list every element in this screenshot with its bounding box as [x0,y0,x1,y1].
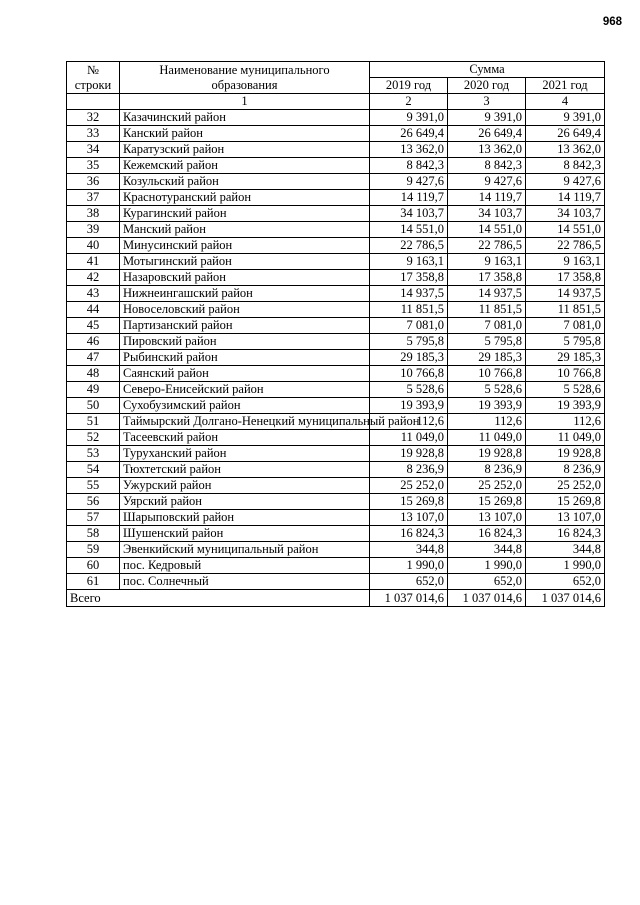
sum-2019: 344,8 [370,542,448,558]
sum-2021: 7 081,0 [526,318,605,334]
sum-2020: 10 766,8 [448,366,526,382]
sum-2019: 15 269,8 [370,494,448,510]
sum-2019: 14 551,0 [370,222,448,238]
sum-2021: 26 649,4 [526,126,605,142]
sum-2019: 34 103,7 [370,206,448,222]
sum-2019: 7 081,0 [370,318,448,334]
municipality-name: Партизанский район [120,318,370,334]
table-row [67,574,605,590]
table-row [67,446,605,462]
row-number: 39 [67,222,120,238]
municipality-name: пос. Солнечный [120,574,370,590]
row-number: 58 [67,526,120,542]
sum-2021: 344,8 [526,542,605,558]
header-year-2021: 2021 год [526,78,605,94]
sum-2020: 25 252,0 [448,478,526,494]
table-row [67,270,605,286]
table-row [67,430,605,446]
sum-2021: 13 362,0 [526,142,605,158]
total-row [67,590,605,607]
row-number: 56 [67,494,120,510]
municipality-name: Курагинский район [120,206,370,222]
table-row [67,190,605,206]
municipality-name: Северо-Енисейский район [120,382,370,398]
total-label: Всего [67,590,370,607]
sum-2020: 5 795,8 [448,334,526,350]
municipality-name: Нижнеингашский район [120,286,370,302]
municipality-name: Козульский район [120,174,370,190]
table-row [67,558,605,574]
table-row [67,286,605,302]
sum-2021: 19 928,8 [526,446,605,462]
row-number: 61 [67,574,120,590]
municipality-name: Пировский район [120,334,370,350]
row-number: 36 [67,174,120,190]
sum-2021: 16 824,3 [526,526,605,542]
sum-2020: 15 269,8 [448,494,526,510]
sum-2020: 29 185,3 [448,350,526,366]
sum-2021: 29 185,3 [526,350,605,366]
sum-2019: 5 795,8 [370,334,448,350]
sum-2021: 112,6 [526,414,605,430]
sum-2019: 19 393,9 [370,398,448,414]
sum-2021: 13 107,0 [526,510,605,526]
row-number: 38 [67,206,120,222]
header-municipality [120,62,370,94]
table-row [67,158,605,174]
row-number: 53 [67,446,120,462]
row-number: 54 [67,462,120,478]
row-number: 55 [67,478,120,494]
sum-2021: 14 119,7 [526,190,605,206]
sum-2021: 1 990,0 [526,558,605,574]
row-number: 42 [67,270,120,286]
sum-2019: 22 786,5 [370,238,448,254]
municipality-name: Тюхтетский район [120,462,370,478]
row-number: 52 [67,430,120,446]
sum-2020: 7 081,0 [448,318,526,334]
table-body [67,110,605,590]
total-2019: 1 037 014,6 [370,590,448,607]
table-row [67,318,605,334]
budget-table [66,61,605,607]
sum-2019: 10 766,8 [370,366,448,382]
table-row [67,494,605,510]
municipality-name: Эвенкийский муниципальный район [120,542,370,558]
sum-2021: 11 049,0 [526,430,605,446]
row-number: 40 [67,238,120,254]
municipality-name: Рыбинский район [120,350,370,366]
municipality-name: Саянский район [120,366,370,382]
sum-2021: 11 851,5 [526,302,605,318]
row-number: 49 [67,382,120,398]
row-number: 51 [67,414,120,430]
sum-2020: 344,8 [448,542,526,558]
table-row [67,398,605,414]
sum-2019: 16 824,3 [370,526,448,542]
municipality-name: Таймырский Долгано-Ненецкий муниципальный район [120,414,370,430]
sum-2021: 17 358,8 [526,270,605,286]
sum-2020: 11 049,0 [448,430,526,446]
sum-2019: 9 163,1 [370,254,448,270]
total-2021: 1 037 014,6 [526,590,605,607]
sum-2019: 9 427,6 [370,174,448,190]
column-index-empty [67,94,120,110]
municipality-name: Новоселовский район [120,302,370,318]
municipality-name: Манский район [120,222,370,238]
column-index: 3 [448,94,526,110]
sum-2020: 652,0 [448,574,526,590]
row-number: 57 [67,510,120,526]
table-row [67,542,605,558]
sum-2021: 19 393,9 [526,398,605,414]
header-row-number [67,62,120,94]
table-row [67,206,605,222]
table-row [67,174,605,190]
table-row [67,526,605,542]
row-number: 33 [67,126,120,142]
sum-2020: 14 937,5 [448,286,526,302]
municipality-name: Назаровский район [120,270,370,286]
row-number: 41 [67,254,120,270]
sum-2020: 8 842,3 [448,158,526,174]
table-row [67,110,605,126]
municipality-name: Кежемский район [120,158,370,174]
header-row-number-line1: № [87,62,99,77]
row-number: 35 [67,158,120,174]
sum-2019: 26 649,4 [370,126,448,142]
table-row [67,478,605,494]
municipality-name: Минусинский район [120,238,370,254]
table-row [67,238,605,254]
sum-2020: 13 107,0 [448,510,526,526]
sum-2019: 11 049,0 [370,430,448,446]
sum-2019: 5 528,6 [370,382,448,398]
column-index-row [67,94,605,110]
sum-2019: 652,0 [370,574,448,590]
municipality-name: Каратузский район [120,142,370,158]
sum-2020: 34 103,7 [448,206,526,222]
municipality-name: Мотыгинский район [120,254,370,270]
sum-2020: 14 119,7 [448,190,526,206]
sum-2021: 14 937,5 [526,286,605,302]
table-row [67,222,605,238]
sum-2019: 19 928,8 [370,446,448,462]
header-municipality-line2: образования [211,77,278,92]
sum-2021: 9 391,0 [526,110,605,126]
municipality-name: Шушенский район [120,526,370,542]
row-number: 47 [67,350,120,366]
sum-2019: 1 990,0 [370,558,448,574]
sum-2020: 9 427,6 [448,174,526,190]
sum-2019: 13 107,0 [370,510,448,526]
sum-2020: 17 358,8 [448,270,526,286]
header-municipality-line1: Наименование муниципального [159,62,330,77]
sum-2020: 16 824,3 [448,526,526,542]
table-header [67,62,605,110]
sum-2020: 26 649,4 [448,126,526,142]
municipality-name: Сухобузимский район [120,398,370,414]
municipality-name: пос. Кедровый [120,558,370,574]
row-number: 46 [67,334,120,350]
sum-2019: 8 236,9 [370,462,448,478]
column-index: 1 [120,94,370,110]
row-number: 37 [67,190,120,206]
sum-2021: 15 269,8 [526,494,605,510]
sum-2019: 13 362,0 [370,142,448,158]
municipality-name: Туруханский район [120,446,370,462]
sum-2019: 8 842,3 [370,158,448,174]
municipality-name: Шарыповский район [120,510,370,526]
table-row [67,126,605,142]
sum-2020: 8 236,9 [448,462,526,478]
sum-2021: 8 842,3 [526,158,605,174]
sum-2020: 112,6 [448,414,526,430]
column-index: 4 [526,94,605,110]
municipality-name: Казачинский район [120,110,370,126]
sum-2020: 19 928,8 [448,446,526,462]
sum-2019: 17 358,8 [370,270,448,286]
row-number: 43 [67,286,120,302]
sum-2019: 25 252,0 [370,478,448,494]
sum-2020: 13 362,0 [448,142,526,158]
row-number: 59 [67,542,120,558]
table-row [67,350,605,366]
sum-2021: 10 766,8 [526,366,605,382]
column-index: 2 [370,94,448,110]
sum-2021: 5 795,8 [526,334,605,350]
sum-2019: 112,6 [370,414,448,430]
header-year-2019: 2019 год [370,78,448,94]
sum-2021: 9 427,6 [526,174,605,190]
sum-2020: 11 851,5 [448,302,526,318]
sum-2021: 25 252,0 [526,478,605,494]
sum-2021: 9 163,1 [526,254,605,270]
table-row [67,414,605,430]
table-row [67,510,605,526]
row-number: 32 [67,110,120,126]
sum-2020: 1 990,0 [448,558,526,574]
table-row [67,254,605,270]
sum-2019: 9 391,0 [370,110,448,126]
row-number: 50 [67,398,120,414]
sum-2020: 22 786,5 [448,238,526,254]
table-row [67,142,605,158]
sum-2020: 9 391,0 [448,110,526,126]
row-number: 45 [67,318,120,334]
municipality-name: Уярский район [120,494,370,510]
municipality-name: Краснотуранский район [120,190,370,206]
row-number: 44 [67,302,120,318]
table-row [67,302,605,318]
header-row-number-line2: строки [74,77,112,92]
row-number: 48 [67,366,120,382]
header-year-2020: 2020 год [448,78,526,94]
sum-2020: 9 163,1 [448,254,526,270]
sum-2019: 14 937,5 [370,286,448,302]
sum-2020: 14 551,0 [448,222,526,238]
table-row [67,366,605,382]
sum-2019: 29 185,3 [370,350,448,366]
sum-2020: 19 393,9 [448,398,526,414]
sum-2019: 14 119,7 [370,190,448,206]
municipality-name: Канский район [120,126,370,142]
row-number: 34 [67,142,120,158]
table-row [67,334,605,350]
total-2020: 1 037 014,6 [448,590,526,607]
sum-2021: 8 236,9 [526,462,605,478]
row-number: 60 [67,558,120,574]
header-sum: Сумма [370,62,605,78]
table-row [67,462,605,478]
municipality-name: Тасеевский район [120,430,370,446]
sum-2021: 22 786,5 [526,238,605,254]
sum-2021: 652,0 [526,574,605,590]
sum-2021: 34 103,7 [526,206,605,222]
sum-2019: 11 851,5 [370,302,448,318]
municipality-name: Ужурский район [120,478,370,494]
table-row [67,382,605,398]
sum-2020: 5 528,6 [448,382,526,398]
page-number: 968 [602,16,622,28]
sum-2021: 5 528,6 [526,382,605,398]
sum-2021: 14 551,0 [526,222,605,238]
